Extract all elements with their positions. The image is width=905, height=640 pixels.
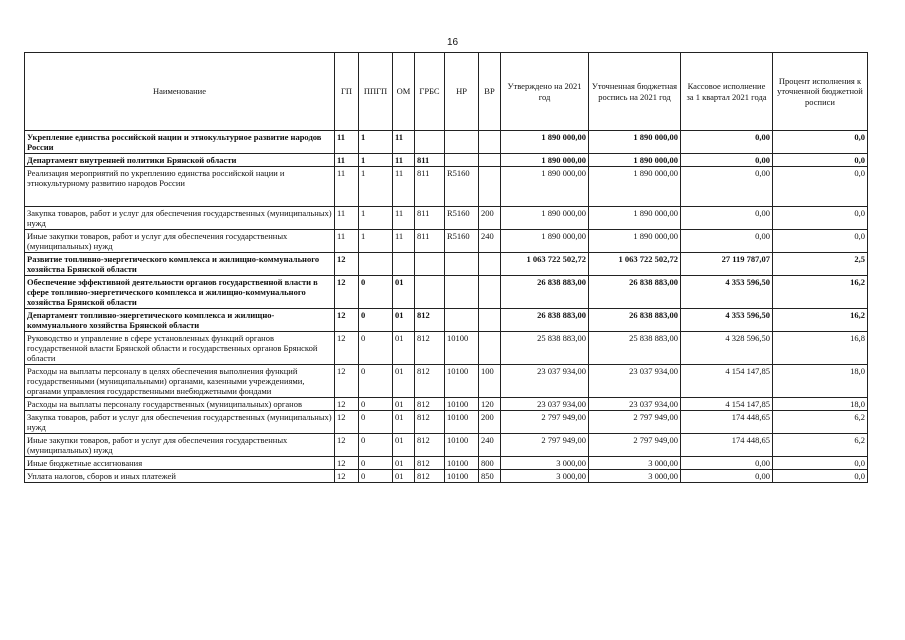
cell-approved: 23 037 934,00 xyxy=(501,398,589,411)
cell-percent: 18,0 xyxy=(773,398,868,411)
cell-name: Закупка товаров, работ и услуг для обеспечения государственных (муниципальных) нужд xyxy=(25,411,335,434)
cell-cash: 174 448,65 xyxy=(681,434,773,457)
cell-grbs: 812 xyxy=(415,309,445,332)
table-row xyxy=(25,470,868,483)
cell-cash: 0,00 xyxy=(681,131,773,154)
cell-om: 11 xyxy=(393,154,415,167)
cell-om: 11 xyxy=(393,207,415,230)
cell-gp: 12 xyxy=(335,470,359,483)
header-ppgp: ППГП xyxy=(359,53,393,131)
cell-ppgp: 0 xyxy=(359,365,393,398)
cell-nr: 10100 xyxy=(445,365,479,398)
cell-grbs: 812 xyxy=(415,411,445,434)
cell-gp: 12 xyxy=(335,434,359,457)
cell-grbs: 811 xyxy=(415,230,445,253)
cell-refined: 2 797 949,00 xyxy=(589,411,681,434)
cell-cash: 0,00 xyxy=(681,154,773,167)
cell-om: 01 xyxy=(393,398,415,411)
cell-vr: 200 xyxy=(479,207,501,230)
cell-name: Развитие топливно-энергетического комплекса и жилищно-коммунального хозяйства Брянской области xyxy=(25,253,335,276)
cell-gp: 11 xyxy=(335,207,359,230)
cell-percent: 6,2 xyxy=(773,434,868,457)
cell-cash: 27 119 787,07 xyxy=(681,253,773,276)
table-row xyxy=(25,365,868,398)
cell-ppgp: 0 xyxy=(359,470,393,483)
cell-approved: 1 890 000,00 xyxy=(501,154,589,167)
cell-vr: 850 xyxy=(479,470,501,483)
cell-gp: 12 xyxy=(335,276,359,309)
header-approved: Утверждено на 2021 год xyxy=(501,53,589,131)
cell-om: 01 xyxy=(393,457,415,470)
cell-name: Иные бюджетные ассигнования xyxy=(25,457,335,470)
table-row xyxy=(25,207,868,230)
cell-vr: 200 xyxy=(479,411,501,434)
table-row xyxy=(25,167,868,207)
cell-percent: 0,0 xyxy=(773,230,868,253)
cell-refined: 23 037 934,00 xyxy=(589,365,681,398)
cell-vr: 100 xyxy=(479,365,501,398)
cell-cash: 4 154 147,85 xyxy=(681,365,773,398)
cell-approved: 1 890 000,00 xyxy=(501,230,589,253)
cell-percent: 18,0 xyxy=(773,365,868,398)
table-row xyxy=(25,230,868,253)
table-row xyxy=(25,411,868,434)
cell-vr: 800 xyxy=(479,457,501,470)
cell-ppgp: 1 xyxy=(359,207,393,230)
cell-name: Иные закупки товаров, работ и услуг для обеспечения государственных (муниципальных) нужд xyxy=(25,230,335,253)
cell-nr xyxy=(445,154,479,167)
cell-approved: 1 890 000,00 xyxy=(501,167,589,207)
cell-cash: 0,00 xyxy=(681,470,773,483)
cell-name: Департамент топливно-энергетического комплекса и жилищно-коммунального хозяйства Брянской области xyxy=(25,309,335,332)
cell-om: 01 xyxy=(393,411,415,434)
cell-refined: 1 890 000,00 xyxy=(589,131,681,154)
cell-ppgp: 0 xyxy=(359,332,393,365)
cell-refined: 1 890 000,00 xyxy=(589,154,681,167)
cell-refined: 1 063 722 502,72 xyxy=(589,253,681,276)
cell-refined: 2 797 949,00 xyxy=(589,434,681,457)
cell-gp: 12 xyxy=(335,411,359,434)
cell-approved: 2 797 949,00 xyxy=(501,411,589,434)
cell-cash: 4 353 596,50 xyxy=(681,276,773,309)
cell-nr: R5160 xyxy=(445,167,479,207)
cell-ppgp: 1 xyxy=(359,131,393,154)
cell-cash: 0,00 xyxy=(681,230,773,253)
table-row xyxy=(25,276,868,309)
cell-ppgp: 0 xyxy=(359,276,393,309)
cell-percent: 0,0 xyxy=(773,167,868,207)
cell-cash: 174 448,65 xyxy=(681,411,773,434)
cell-refined: 25 838 883,00 xyxy=(589,332,681,365)
header-grbs: ГРБС xyxy=(415,53,445,131)
cell-vr xyxy=(479,167,501,207)
cell-vr: 240 xyxy=(479,434,501,457)
cell-approved: 3 000,00 xyxy=(501,457,589,470)
cell-percent: 0,0 xyxy=(773,470,868,483)
cell-approved: 26 838 883,00 xyxy=(501,276,589,309)
cell-om: 11 xyxy=(393,167,415,207)
cell-name: Расходы на выплаты персоналу государственных (муниципальных) органов xyxy=(25,398,335,411)
cell-refined: 1 890 000,00 xyxy=(589,207,681,230)
header-name: Наименование xyxy=(25,53,335,131)
cell-gp: 12 xyxy=(335,332,359,365)
cell-ppgp: 1 xyxy=(359,230,393,253)
cell-ppgp: 0 xyxy=(359,411,393,434)
cell-approved: 1 063 722 502,72 xyxy=(501,253,589,276)
cell-vr: 240 xyxy=(479,230,501,253)
table-row xyxy=(25,457,868,470)
cell-nr xyxy=(445,309,479,332)
cell-grbs xyxy=(415,253,445,276)
cell-grbs: 812 xyxy=(415,434,445,457)
cell-nr xyxy=(445,253,479,276)
cell-gp: 12 xyxy=(335,398,359,411)
table-row xyxy=(25,131,868,154)
cell-cash: 4 154 147,85 xyxy=(681,398,773,411)
cell-cash: 4 353 596,50 xyxy=(681,309,773,332)
cell-om: 01 xyxy=(393,276,415,309)
cell-gp: 12 xyxy=(335,457,359,470)
cell-gp: 12 xyxy=(335,253,359,276)
cell-gp: 12 xyxy=(335,309,359,332)
cell-percent: 16,2 xyxy=(773,276,868,309)
cell-ppgp xyxy=(359,253,393,276)
cell-ppgp: 0 xyxy=(359,398,393,411)
cell-approved: 3 000,00 xyxy=(501,470,589,483)
cell-refined: 1 890 000,00 xyxy=(589,167,681,207)
cell-grbs: 812 xyxy=(415,398,445,411)
cell-refined: 26 838 883,00 xyxy=(589,309,681,332)
cell-nr: R5160 xyxy=(445,207,479,230)
cell-nr: 10100 xyxy=(445,398,479,411)
cell-vr xyxy=(479,332,501,365)
header-gp: ГП xyxy=(335,53,359,131)
cell-ppgp: 1 xyxy=(359,154,393,167)
cell-grbs xyxy=(415,276,445,309)
table-row xyxy=(25,309,868,332)
cell-cash: 4 328 596,50 xyxy=(681,332,773,365)
table-row xyxy=(25,154,868,167)
cell-nr: R5160 xyxy=(445,230,479,253)
cell-ppgp: 0 xyxy=(359,309,393,332)
cell-om: 01 xyxy=(393,332,415,365)
cell-percent: 16,2 xyxy=(773,309,868,332)
cell-nr xyxy=(445,276,479,309)
cell-om: 01 xyxy=(393,365,415,398)
cell-cash: 0,00 xyxy=(681,167,773,207)
cell-refined: 3 000,00 xyxy=(589,457,681,470)
cell-grbs: 811 xyxy=(415,207,445,230)
cell-nr: 10100 xyxy=(445,457,479,470)
cell-grbs: 811 xyxy=(415,167,445,207)
cell-grbs xyxy=(415,131,445,154)
header-vr: ВР xyxy=(479,53,501,131)
table-row xyxy=(25,332,868,365)
cell-om xyxy=(393,253,415,276)
cell-gp: 11 xyxy=(335,131,359,154)
cell-vr: 120 xyxy=(479,398,501,411)
cell-vr xyxy=(479,309,501,332)
cell-gp: 11 xyxy=(335,154,359,167)
cell-percent: 16,8 xyxy=(773,332,868,365)
page-number: 16 xyxy=(446,37,459,48)
cell-grbs: 812 xyxy=(415,470,445,483)
cell-name: Руководство и управление в сфере установленных функций органов государственной власти Брянской области и государственных органов Брянской области xyxy=(25,332,335,365)
cell-name: Закупка товаров, работ и услуг для обеспечения государственных (муниципальных) нужд xyxy=(25,207,335,230)
cell-ppgp: 1 xyxy=(359,167,393,207)
cell-om: 01 xyxy=(393,434,415,457)
cell-percent: 0,0 xyxy=(773,457,868,470)
cell-vr xyxy=(479,131,501,154)
cell-nr: 10100 xyxy=(445,332,479,365)
cell-cash: 0,00 xyxy=(681,207,773,230)
cell-refined: 1 890 000,00 xyxy=(589,230,681,253)
cell-nr: 10100 xyxy=(445,470,479,483)
cell-om: 11 xyxy=(393,131,415,154)
table-row xyxy=(25,253,868,276)
header-cash: Кассовое исполнение за 1 квартал 2021 года xyxy=(681,53,773,131)
cell-approved: 1 890 000,00 xyxy=(501,207,589,230)
budget-table xyxy=(24,52,868,483)
cell-gp: 11 xyxy=(335,167,359,207)
cell-percent: 0,0 xyxy=(773,207,868,230)
cell-cash: 0,00 xyxy=(681,457,773,470)
cell-om: 01 xyxy=(393,470,415,483)
cell-nr xyxy=(445,131,479,154)
table-row xyxy=(25,398,868,411)
cell-vr xyxy=(479,276,501,309)
header-refined: Уточненная бюджетная роспись на 2021 год xyxy=(589,53,681,131)
cell-percent: 0,0 xyxy=(773,131,868,154)
cell-name: Укрепление единства российской нации и этнокультурное развитие народов России xyxy=(25,131,335,154)
cell-refined: 23 037 934,00 xyxy=(589,398,681,411)
cell-percent: 2,5 xyxy=(773,253,868,276)
cell-refined: 3 000,00 xyxy=(589,470,681,483)
table-header-row xyxy=(25,53,868,131)
cell-gp: 12 xyxy=(335,365,359,398)
cell-name: Департамент внутренней политики Брянской области xyxy=(25,154,335,167)
cell-grbs: 812 xyxy=(415,365,445,398)
cell-approved: 23 037 934,00 xyxy=(501,365,589,398)
header-percent: Процент исполнения к уточненной бюджетной росписи xyxy=(773,53,868,131)
header-om: ОМ xyxy=(393,53,415,131)
cell-name: Обеспечение эффективной деятельности органов государственной власти в сфере топливно-энергетического комплекса и жилищно-коммунального хозяйства Брянской области xyxy=(25,276,335,309)
cell-ppgp: 0 xyxy=(359,457,393,470)
cell-gp: 11 xyxy=(335,230,359,253)
cell-grbs: 812 xyxy=(415,457,445,470)
cell-om: 01 xyxy=(393,309,415,332)
cell-approved: 26 838 883,00 xyxy=(501,309,589,332)
cell-name: Иные закупки товаров, работ и услуг для обеспечения государственных (муниципальных) нужд xyxy=(25,434,335,457)
cell-percent: 0,0 xyxy=(773,154,868,167)
cell-grbs: 811 xyxy=(415,154,445,167)
cell-vr xyxy=(479,154,501,167)
cell-approved: 25 838 883,00 xyxy=(501,332,589,365)
cell-name: Уплата налогов, сборов и иных платежей xyxy=(25,470,335,483)
cell-om: 11 xyxy=(393,230,415,253)
cell-nr: 10100 xyxy=(445,411,479,434)
cell-name: Расходы на выплаты персоналу в целях обеспечения выполнения функций государственными (муниципальными) органами, казенными учреждениями, органами управления государственными внебюджетными фондами xyxy=(25,365,335,398)
cell-ppgp: 0 xyxy=(359,434,393,457)
cell-name: Реализация мероприятий по укреплению единства российской нации и этнокультурному развитию народов России xyxy=(25,167,335,207)
cell-vr xyxy=(479,253,501,276)
cell-nr: 10100 xyxy=(445,434,479,457)
cell-approved: 1 890 000,00 xyxy=(501,131,589,154)
cell-grbs: 812 xyxy=(415,332,445,365)
header-nr: НР xyxy=(445,53,479,131)
cell-percent: 6,2 xyxy=(773,411,868,434)
cell-approved: 2 797 949,00 xyxy=(501,434,589,457)
table-row xyxy=(25,434,868,457)
cell-refined: 26 838 883,00 xyxy=(589,276,681,309)
